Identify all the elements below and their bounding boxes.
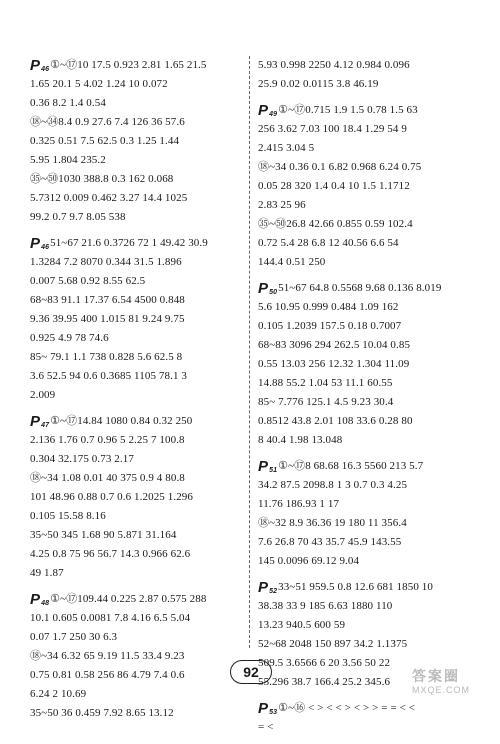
answer-text: 13.23 940.5 600 59 xyxy=(258,619,346,631)
answer-text: 0.72 5.4 28 6.8 12 40.56 6.6 54 xyxy=(258,237,399,249)
answer-line xyxy=(258,215,480,234)
answer-line xyxy=(30,75,250,94)
answer-text: 3.6 52.5 94 0.6 0.3685 1105 78.1 3 xyxy=(30,370,187,382)
answer-line xyxy=(30,272,250,291)
page-ref-letter: P xyxy=(30,413,41,430)
answer-line xyxy=(258,253,480,272)
answer-text: ①~⑰0.715 1.9 1.5 0.78 1.5 63 xyxy=(278,104,418,116)
answer-line xyxy=(30,151,250,170)
answer-text: 2.009 xyxy=(30,389,56,401)
answer-text: 52~68 2048 150 897 34.2 1.1375 xyxy=(258,638,408,650)
answer-text: 6.24 2 10.69 xyxy=(30,688,87,700)
answer-line xyxy=(258,718,480,737)
answer-line xyxy=(258,120,480,139)
page-ref-letter: P xyxy=(258,700,269,717)
page-ref-badge xyxy=(258,459,277,474)
page-ref-letter: P xyxy=(258,579,269,596)
page-ref-badge xyxy=(30,414,49,429)
answer-text: 7.6 26.8 70 43 35.7 45.9 143.55 xyxy=(258,536,402,548)
answer-text: 0.007 5.68 0.92 8.55 62.5 xyxy=(30,275,146,287)
answer-text: ⑱~34 0.36 0.1 6.82 0.968 6.24 0.75 xyxy=(258,161,422,173)
answer-line xyxy=(30,329,250,348)
answer-text: ①~⑰109.44 0.225 2.87 0.575 288 xyxy=(50,593,207,605)
answer-line xyxy=(30,628,250,647)
answer-text: 35~50 36 0.459 7.92 8.65 13.12 xyxy=(30,707,174,719)
answer-text: 25.9 0.02 0.0115 3.8 46.19 xyxy=(258,78,379,90)
answer-text: 51~67 21.6 0.3726 72 1 49.42 30.9 xyxy=(50,237,208,249)
answer-line xyxy=(30,189,250,208)
page-ref-badge xyxy=(30,236,49,251)
answer-section xyxy=(30,234,250,405)
answer-text: 256 3.62 7.03 100 18.4 1.29 54 9 xyxy=(258,123,407,135)
watermark-url: MXQE.COM xyxy=(412,685,471,695)
answer-line xyxy=(258,578,480,597)
answer-text: ㉟~㊿1030 388.8 0.3 162 0.068 xyxy=(30,173,174,185)
page-ref-badge xyxy=(258,281,277,296)
answer-line xyxy=(30,647,250,666)
answer-text: 0.75 0.81 0.58 256 86 4.79 7.4 0.6 xyxy=(30,669,185,681)
answer-text: 0.8512 43.8 2.01 108 33.6 0.28 80 xyxy=(258,415,413,427)
answer-text: 8 40.4 1.98 13.048 xyxy=(258,434,343,446)
answer-line xyxy=(30,685,250,704)
page-ref-letter: P xyxy=(258,102,269,119)
answer-line xyxy=(30,208,250,227)
answer-text: ⑱~32 8.9 36.36 19 180 11 356.4 xyxy=(258,517,407,529)
page-ref-badge xyxy=(258,580,277,595)
answer-text: = < xyxy=(258,721,274,733)
answer-line xyxy=(30,94,250,113)
answer-line xyxy=(258,393,480,412)
page-ref-number: 51 xyxy=(269,467,278,474)
answer-section xyxy=(258,699,480,737)
answer-line xyxy=(258,279,480,298)
page-number xyxy=(230,660,272,684)
answer-line xyxy=(258,699,480,718)
answer-line xyxy=(258,101,480,120)
answer-line xyxy=(258,317,480,336)
answer-text: 0.07 1.7 250 30 6.3 xyxy=(30,631,118,643)
answer-line xyxy=(30,348,250,367)
answer-line xyxy=(30,469,250,488)
answer-section xyxy=(258,56,480,94)
page-ref-number: 52 xyxy=(269,588,278,595)
answer-text: 49 1.87 xyxy=(30,567,64,579)
right-column xyxy=(258,56,480,744)
answer-line xyxy=(258,552,480,571)
answer-text: 5.95 1.804 235.2 xyxy=(30,154,106,166)
answer-line xyxy=(30,234,250,253)
answer-line xyxy=(30,450,250,469)
answer-text: ①~⑯ < > < < > < > > = = < < xyxy=(278,702,416,714)
answer-line xyxy=(258,412,480,431)
answer-section xyxy=(30,590,250,723)
answer-text: 0.36 8.2 1.4 0.54 xyxy=(30,97,106,109)
answer-text: 68~83 3096 294 262.5 10.04 0.85 xyxy=(258,339,411,351)
answer-line xyxy=(30,170,250,189)
answer-text: 0.925 4.9 78 74.6 xyxy=(30,332,109,344)
answer-text: 101 48.96 0.88 0.7 0.6 1.2025 1.296 xyxy=(30,491,193,503)
page-ref-letter: P xyxy=(258,458,269,475)
answer-line xyxy=(30,113,250,132)
left-column xyxy=(30,56,250,730)
answer-line xyxy=(30,367,250,386)
page-ref-number: 50 xyxy=(269,289,278,296)
answer-text: 2.136 1.76 0.7 0.96 5 2.25 7 100.8 xyxy=(30,434,185,446)
answer-text: ⑱~㉞8.4 0.9 27.6 7.4 126 36 57.6 xyxy=(30,116,185,128)
answer-line xyxy=(258,457,480,476)
answer-text: ⑱~34 1.08 0.01 40 375 0.9 4 80.8 xyxy=(30,472,185,484)
answer-text: 9.36 39.95 400 1.015 81 9.24 9.75 xyxy=(30,313,185,325)
answer-text: 11.76 186.93 1 17 xyxy=(258,498,340,510)
answer-line xyxy=(30,545,250,564)
answer-text: 1.65 20.1 5 4.02 1.24 10 0.072 xyxy=(30,78,168,90)
page-ref-number: 47 xyxy=(41,422,50,429)
answer-line xyxy=(30,609,250,628)
page-ref-number: 49 xyxy=(269,111,278,118)
page-ref-letter: P xyxy=(258,280,269,297)
answer-text: 144.4 0.51 250 xyxy=(258,256,326,268)
answer-line xyxy=(258,635,480,654)
answer-text: 0.304 32.175 0.73 2.17 xyxy=(30,453,134,465)
page-ref-number: 46 xyxy=(41,244,50,251)
answer-line xyxy=(258,158,480,177)
column-divider xyxy=(249,56,250,648)
answer-line xyxy=(30,253,250,272)
answer-text: 5.7312 0.009 0.462 3.27 14.4 1025 xyxy=(30,192,188,204)
answer-line xyxy=(258,597,480,616)
answer-text: ①~⑰14.84 1080 0.84 0.32 250 xyxy=(50,415,193,427)
answer-line xyxy=(30,291,250,310)
answer-text: 5.93 0.998 2250 4.12 0.984 0.096 xyxy=(258,59,410,71)
answer-text: 2.83 25 96 xyxy=(258,199,306,211)
answer-text: 0.325 0.51 7.5 62.5 0.3 1.25 1.44 xyxy=(30,135,180,147)
answer-line xyxy=(30,704,250,723)
answer-text: ㉟~㊿26.8 42.66 0.855 0.59 102.4 xyxy=(258,218,413,230)
page-ref-badge xyxy=(258,701,277,716)
answer-line xyxy=(258,476,480,495)
answer-text: 68~83 91.1 17.37 6.54 4500 0.848 xyxy=(30,294,185,306)
answer-line xyxy=(30,310,250,329)
watermark-logo xyxy=(412,668,492,698)
answer-line xyxy=(30,488,250,507)
answer-text: 38.38 33 9 185 6.63 1880 110 xyxy=(258,600,393,612)
page-ref-number: 46 xyxy=(41,66,50,73)
answer-line xyxy=(258,139,480,158)
answer-text: 2.415 3.04 5 xyxy=(258,142,315,154)
answer-line xyxy=(258,514,480,533)
answer-line xyxy=(258,75,480,94)
answer-text: ⑱~34 6.32 65 9.19 11.5 33.4 9.23 xyxy=(30,650,185,662)
answer-line xyxy=(30,386,250,405)
page-number-text: 92 xyxy=(243,664,259,680)
page-ref-badge xyxy=(30,592,49,607)
answer-text: 85~ 7.776 125.1 4.5 9.23 30.4 xyxy=(258,396,394,408)
answer-line xyxy=(30,590,250,609)
page-ref-letter: P xyxy=(30,235,41,252)
answer-line xyxy=(258,533,480,552)
answer-line xyxy=(30,56,250,75)
page-ref-badge xyxy=(30,58,49,73)
answer-line xyxy=(258,234,480,253)
answer-line xyxy=(258,177,480,196)
page-ref-number: 53 xyxy=(269,709,278,716)
answer-text: 35~50 345 1.68 90 5.871 31.164 xyxy=(30,529,177,541)
answer-text: 509.5 3.6566 6 20 3.56 50 22 xyxy=(258,657,391,669)
answer-section xyxy=(258,457,480,571)
answer-line xyxy=(258,355,480,374)
page-ref-letter: P xyxy=(30,57,41,74)
answer-line xyxy=(258,336,480,355)
answer-text: 5.6 10.95 0.999 0.484 1.09 162 xyxy=(258,301,399,313)
answer-line xyxy=(258,374,480,393)
answer-text: 51~67 64.8 0.5568 9.68 0.136 8.019 xyxy=(278,282,442,294)
answer-line xyxy=(30,526,250,545)
answer-section xyxy=(30,412,250,583)
answer-text: 0.55 13.03 256 12.32 1.304 11.09 xyxy=(258,358,410,370)
watermark-logo-text: 答案圈 xyxy=(412,668,460,684)
answer-line xyxy=(258,56,480,75)
answer-text: 1.3284 7.2 8070 0.344 31.5 1.896 xyxy=(30,256,182,268)
answer-text: 99.2 0.7 9.7 8.05 538 xyxy=(30,211,126,223)
answer-section xyxy=(258,279,480,450)
answer-section xyxy=(258,101,480,272)
page-ref-badge xyxy=(258,103,277,118)
answer-text: 0.05 28 320 1.4 0.4 10 1.5 1.1712 xyxy=(258,180,410,192)
answer-line xyxy=(258,298,480,317)
answer-text: 0.105 15.58 8.16 xyxy=(30,510,106,522)
answer-text: ①~⑰10 17.5 0.923 2.81 1.65 21.5 xyxy=(50,59,207,71)
answer-line xyxy=(258,196,480,215)
answer-text: 33~51 959.5 0.8 12.6 681 1850 10 xyxy=(278,581,434,593)
answer-line xyxy=(30,564,250,583)
answer-line xyxy=(30,412,250,431)
page-ref-letter: P xyxy=(30,591,41,608)
answer-text: 4.25 0.8 75 96 56.7 14.3 0.966 62.6 xyxy=(30,548,191,560)
answer-line xyxy=(258,495,480,514)
answer-section xyxy=(30,56,250,227)
answer-text: 14.88 55.2 1.04 53 11.1 60.55 xyxy=(258,377,393,389)
answer-text: 145 0.0096 69.12 9.04 xyxy=(258,555,360,567)
answer-line xyxy=(30,666,250,685)
answer-line xyxy=(258,616,480,635)
answer-line xyxy=(30,507,250,526)
answer-text: 0.105 1.2039 157.5 0.18 0.7007 xyxy=(258,320,402,332)
answer-text: 55.296 38.7 166.4 25.2 345.6 xyxy=(258,676,391,688)
answer-line xyxy=(30,431,250,450)
answer-line xyxy=(30,132,250,151)
answer-text: 85~ 79.1 1.1 738 0.828 5.6 62.5 8 xyxy=(30,351,183,363)
answer-line xyxy=(258,431,480,450)
answer-text: 34.2 87.5 2098.8 1 3 0.7 0.3 4.25 xyxy=(258,479,408,491)
answer-text: 10.1 0.605 0.0081 7.8 4.16 6.5 5.04 xyxy=(30,612,191,624)
answer-text: ①~⑰8 68.68 16.3 5560 213 5.7 xyxy=(278,460,424,472)
page-ref-number: 48 xyxy=(41,600,50,607)
